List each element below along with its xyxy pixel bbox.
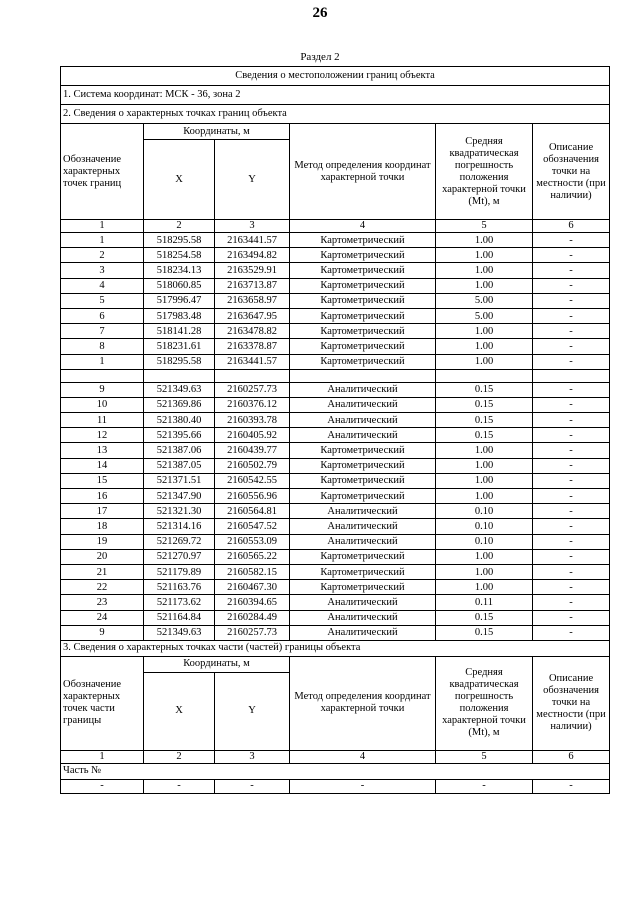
part3-title: 3. Сведения о характерных точках части (частей) границы объекта bbox=[61, 640, 610, 656]
error-cell: 0.11 bbox=[436, 595, 533, 610]
empty-cell: - bbox=[533, 779, 610, 793]
description-cell: - bbox=[533, 413, 610, 428]
table-row bbox=[61, 324, 610, 339]
description-cell: - bbox=[533, 549, 610, 564]
method-cell: Аналитический bbox=[290, 519, 436, 534]
header-method: Метод определения координат характерной точки bbox=[290, 656, 436, 750]
description-cell: - bbox=[533, 293, 610, 308]
col-index: 6 bbox=[533, 220, 610, 233]
point-number: 7 bbox=[61, 324, 144, 339]
coord-x: 521347.90 bbox=[144, 489, 215, 504]
method-cell: Аналитический bbox=[290, 595, 436, 610]
empty-cell: - bbox=[215, 779, 290, 793]
table-row bbox=[61, 278, 610, 293]
coord-x: 521163.76 bbox=[144, 580, 215, 595]
point-number: 6 bbox=[61, 308, 144, 323]
table-row bbox=[61, 504, 610, 519]
header-point-label-part: Обозначение характерных точек части границы bbox=[61, 656, 144, 750]
col-index: 1 bbox=[61, 750, 144, 763]
empty-cell: - bbox=[436, 779, 533, 793]
description-cell: - bbox=[533, 580, 610, 595]
coord-x: 521270.97 bbox=[144, 549, 215, 564]
col-index: 6 bbox=[533, 750, 610, 763]
description-cell: - bbox=[533, 519, 610, 534]
coord-y: 2163378.87 bbox=[215, 339, 290, 354]
point-number: 21 bbox=[61, 564, 144, 579]
table-row bbox=[61, 428, 610, 443]
method-cell: Картометрический bbox=[290, 233, 436, 248]
coord-y: 2160393.78 bbox=[215, 413, 290, 428]
table-row bbox=[61, 473, 610, 488]
description-cell: - bbox=[533, 564, 610, 579]
header-y: Y bbox=[215, 140, 290, 220]
method-cell: Аналитический bbox=[290, 610, 436, 625]
coord-y: 2163647.95 bbox=[215, 308, 290, 323]
coord-y: 2160284.49 bbox=[215, 610, 290, 625]
point-number: 14 bbox=[61, 458, 144, 473]
coord-x: 521179.89 bbox=[144, 564, 215, 579]
coord-y: 2163441.57 bbox=[215, 233, 290, 248]
page-number: 26 bbox=[312, 5, 328, 21]
table-row bbox=[61, 248, 610, 263]
table-row bbox=[61, 339, 610, 354]
part2-title: 2. Сведения о характерных точках границ объекта bbox=[61, 105, 610, 124]
index-row bbox=[61, 750, 610, 763]
method-cell: Картометрический bbox=[290, 263, 436, 278]
description-cell: - bbox=[533, 458, 610, 473]
table-row bbox=[61, 534, 610, 549]
point-number: 9 bbox=[61, 625, 144, 640]
header-description: Описание обозначения точки на местности (при наличии) bbox=[533, 124, 610, 220]
error-cell: 0.15 bbox=[436, 413, 533, 428]
empty-cell: - bbox=[144, 779, 215, 793]
coord-y: 2160405.92 bbox=[215, 428, 290, 443]
table-row bbox=[61, 397, 610, 412]
coord-y: 2163441.57 bbox=[215, 354, 290, 369]
method-cell: Картометрический bbox=[290, 443, 436, 458]
error-cell: 0.15 bbox=[436, 625, 533, 640]
coord-x: 521173.62 bbox=[144, 595, 215, 610]
error-cell: 0.15 bbox=[436, 428, 533, 443]
method-cell: Картометрический bbox=[290, 248, 436, 263]
method-cell: Аналитический bbox=[290, 413, 436, 428]
description-cell: - bbox=[533, 504, 610, 519]
point-number: 13 bbox=[61, 443, 144, 458]
header-point-label: Обозначение характерных точек границ bbox=[61, 124, 144, 220]
point-number: 22 bbox=[61, 580, 144, 595]
method-cell: Аналитический bbox=[290, 382, 436, 397]
boundary-table bbox=[60, 66, 610, 794]
error-cell: 1.00 bbox=[436, 278, 533, 293]
table-row bbox=[61, 549, 610, 564]
coord-y: 2160439.77 bbox=[215, 443, 290, 458]
coord-x: 518234.13 bbox=[144, 263, 215, 278]
col-index: 2 bbox=[144, 750, 215, 763]
error-cell: 1.00 bbox=[436, 354, 533, 369]
coord-y: 2160582.15 bbox=[215, 564, 290, 579]
method-cell: Картометрический bbox=[290, 339, 436, 354]
table-row bbox=[61, 443, 610, 458]
error-cell: 1.00 bbox=[436, 324, 533, 339]
error-cell: 1.00 bbox=[436, 339, 533, 354]
coord-y: 2160257.73 bbox=[215, 625, 290, 640]
coord-x: 521380.40 bbox=[144, 413, 215, 428]
error-cell: 1.00 bbox=[436, 564, 533, 579]
header-y: Y bbox=[215, 672, 290, 750]
description-cell: - bbox=[533, 233, 610, 248]
description-cell: - bbox=[533, 339, 610, 354]
coord-x: 521349.63 bbox=[144, 382, 215, 397]
coord-x: 521321.30 bbox=[144, 504, 215, 519]
coord-system: 1. Система координат: МСК - 36, зона 2 bbox=[61, 86, 610, 105]
coord-y: 2163478.82 bbox=[215, 324, 290, 339]
coord-y: 2160553.09 bbox=[215, 534, 290, 549]
error-cell: 5.00 bbox=[436, 293, 533, 308]
coord-y: 2163658.97 bbox=[215, 293, 290, 308]
point-number: 4 bbox=[61, 278, 144, 293]
coord-x: 521369.86 bbox=[144, 397, 215, 412]
coord-x: 517996.47 bbox=[144, 293, 215, 308]
method-cell: Аналитический bbox=[290, 428, 436, 443]
method-cell: Картометрический bbox=[290, 278, 436, 293]
point-number: 19 bbox=[61, 534, 144, 549]
method-cell: Аналитический bbox=[290, 397, 436, 412]
table-row bbox=[61, 610, 610, 625]
method-cell: Картометрический bbox=[290, 458, 436, 473]
point-number: 8 bbox=[61, 339, 144, 354]
description-cell: - bbox=[533, 428, 610, 443]
point-number: 10 bbox=[61, 397, 144, 412]
empty-cell: - bbox=[290, 779, 436, 793]
description-cell: - bbox=[533, 610, 610, 625]
point-number: 2 bbox=[61, 248, 144, 263]
description-cell: - bbox=[533, 534, 610, 549]
point-number: 18 bbox=[61, 519, 144, 534]
error-cell: 5.00 bbox=[436, 308, 533, 323]
error-cell: 1.00 bbox=[436, 263, 533, 278]
description-cell: - bbox=[533, 473, 610, 488]
table-row bbox=[61, 580, 610, 595]
index-row bbox=[61, 220, 610, 233]
error-cell: 0.10 bbox=[436, 504, 533, 519]
description-cell: - bbox=[533, 324, 610, 339]
description-cell: - bbox=[533, 382, 610, 397]
coord-y: 2160547.52 bbox=[215, 519, 290, 534]
section-label: Раздел 2 bbox=[300, 51, 340, 63]
description-cell: - bbox=[533, 248, 610, 263]
col-index: 5 bbox=[436, 750, 533, 763]
table-title: Сведения о местоположении границ объекта bbox=[61, 67, 610, 86]
header-description: Описание обозначения точки на местности (при наличии) bbox=[533, 656, 610, 750]
coord-x: 518295.58 bbox=[144, 354, 215, 369]
coord-y: 2163713.87 bbox=[215, 278, 290, 293]
coord-y: 2160467.30 bbox=[215, 580, 290, 595]
header-error: Средняя квадратическая погрешность положения характерной точки (Mt), м bbox=[436, 656, 533, 750]
error-cell: 1.00 bbox=[436, 458, 533, 473]
coord-y: 2160564.81 bbox=[215, 504, 290, 519]
point-number: 11 bbox=[61, 413, 144, 428]
coord-x: 521314.16 bbox=[144, 519, 215, 534]
header-coords: Координаты, м bbox=[144, 124, 290, 140]
empty-part-row bbox=[61, 779, 610, 793]
point-number: 24 bbox=[61, 610, 144, 625]
point-number: 1 bbox=[61, 354, 144, 369]
point-number: 9 bbox=[61, 382, 144, 397]
coord-y: 2163529.91 bbox=[215, 263, 290, 278]
coord-y: 2163494.82 bbox=[215, 248, 290, 263]
table-row bbox=[61, 233, 610, 248]
table-row bbox=[61, 263, 610, 278]
method-cell: Картометрический bbox=[290, 293, 436, 308]
coord-y: 2160542.55 bbox=[215, 473, 290, 488]
table-row bbox=[61, 413, 610, 428]
error-cell: 1.00 bbox=[436, 443, 533, 458]
method-cell: Аналитический bbox=[290, 504, 436, 519]
point-number: 1 bbox=[61, 233, 144, 248]
header-x: X bbox=[144, 140, 215, 220]
coord-x: 521387.05 bbox=[144, 458, 215, 473]
error-cell: 1.00 bbox=[436, 580, 533, 595]
method-cell: Картометрический bbox=[290, 489, 436, 504]
description-cell: - bbox=[533, 354, 610, 369]
coord-y: 2160565.22 bbox=[215, 549, 290, 564]
coord-x: 518231.61 bbox=[144, 339, 215, 354]
coord-x: 521269.72 bbox=[144, 534, 215, 549]
table-row bbox=[61, 293, 610, 308]
table-row bbox=[61, 595, 610, 610]
description-cell: - bbox=[533, 308, 610, 323]
col-index: 4 bbox=[290, 220, 436, 233]
point-number: 12 bbox=[61, 428, 144, 443]
table-row bbox=[61, 308, 610, 323]
col-index: 3 bbox=[215, 220, 290, 233]
point-number: 15 bbox=[61, 473, 144, 488]
part-number-label: Часть № bbox=[61, 763, 610, 779]
empty-cell: - bbox=[61, 779, 144, 793]
col-index: 3 bbox=[215, 750, 290, 763]
error-cell: 1.00 bbox=[436, 549, 533, 564]
col-index: 4 bbox=[290, 750, 436, 763]
table-row bbox=[61, 354, 610, 369]
method-cell: Аналитический bbox=[290, 625, 436, 640]
point-number: 16 bbox=[61, 489, 144, 504]
method-cell: Картометрический bbox=[290, 473, 436, 488]
error-cell: 0.10 bbox=[436, 519, 533, 534]
coord-x: 518141.28 bbox=[144, 324, 215, 339]
coord-x: 521395.66 bbox=[144, 428, 215, 443]
col-index: 5 bbox=[436, 220, 533, 233]
coord-x: 518060.85 bbox=[144, 278, 215, 293]
point-number: 20 bbox=[61, 549, 144, 564]
blank-row bbox=[61, 369, 610, 382]
header-coords: Координаты, м bbox=[144, 656, 290, 672]
coord-x: 521387.06 bbox=[144, 443, 215, 458]
description-cell: - bbox=[533, 397, 610, 412]
error-cell: 0.15 bbox=[436, 382, 533, 397]
coord-x: 521349.63 bbox=[144, 625, 215, 640]
error-cell: 1.00 bbox=[436, 473, 533, 488]
description-cell: - bbox=[533, 443, 610, 458]
description-cell: - bbox=[533, 625, 610, 640]
method-cell: Картометрический bbox=[290, 324, 436, 339]
point-number: 23 bbox=[61, 595, 144, 610]
coord-y: 2160376.12 bbox=[215, 397, 290, 412]
point-number: 3 bbox=[61, 263, 144, 278]
coord-x: 521371.51 bbox=[144, 473, 215, 488]
method-cell: Картометрический bbox=[290, 549, 436, 564]
method-cell: Картометрический bbox=[290, 308, 436, 323]
coord-x: 518254.58 bbox=[144, 248, 215, 263]
description-cell: - bbox=[533, 263, 610, 278]
error-cell: 1.00 bbox=[436, 489, 533, 504]
coord-y: 2160257.73 bbox=[215, 382, 290, 397]
table-row bbox=[61, 489, 610, 504]
method-cell: Аналитический bbox=[290, 534, 436, 549]
method-cell: Картометрический bbox=[290, 580, 436, 595]
col-index: 2 bbox=[144, 220, 215, 233]
table-row bbox=[61, 625, 610, 640]
header-error: Средняя квадратическая погрешность положения характерной точки (Mt), м bbox=[436, 124, 533, 220]
coord-y: 2160556.96 bbox=[215, 489, 290, 504]
point-number: 17 bbox=[61, 504, 144, 519]
header-x: X bbox=[144, 672, 215, 750]
coord-y: 2160502.79 bbox=[215, 458, 290, 473]
table-row bbox=[61, 519, 610, 534]
description-cell: - bbox=[533, 278, 610, 293]
table-row bbox=[61, 458, 610, 473]
header-method: Метод определения координат характерной точки bbox=[290, 124, 436, 220]
description-cell: - bbox=[533, 489, 610, 504]
point-number: 5 bbox=[61, 293, 144, 308]
description-cell: - bbox=[533, 595, 610, 610]
error-cell: 0.15 bbox=[436, 610, 533, 625]
method-cell: Картометрический bbox=[290, 564, 436, 579]
table-row bbox=[61, 564, 610, 579]
error-cell: 0.10 bbox=[436, 534, 533, 549]
error-cell: 0.15 bbox=[436, 397, 533, 412]
coord-x: 517983.48 bbox=[144, 308, 215, 323]
coord-x: 521164.84 bbox=[144, 610, 215, 625]
table-row bbox=[61, 382, 610, 397]
col-index: 1 bbox=[61, 220, 144, 233]
error-cell: 1.00 bbox=[436, 248, 533, 263]
error-cell: 1.00 bbox=[436, 233, 533, 248]
coord-x: 518295.58 bbox=[144, 233, 215, 248]
coord-y: 2160394.65 bbox=[215, 595, 290, 610]
method-cell: Картометрический bbox=[290, 354, 436, 369]
